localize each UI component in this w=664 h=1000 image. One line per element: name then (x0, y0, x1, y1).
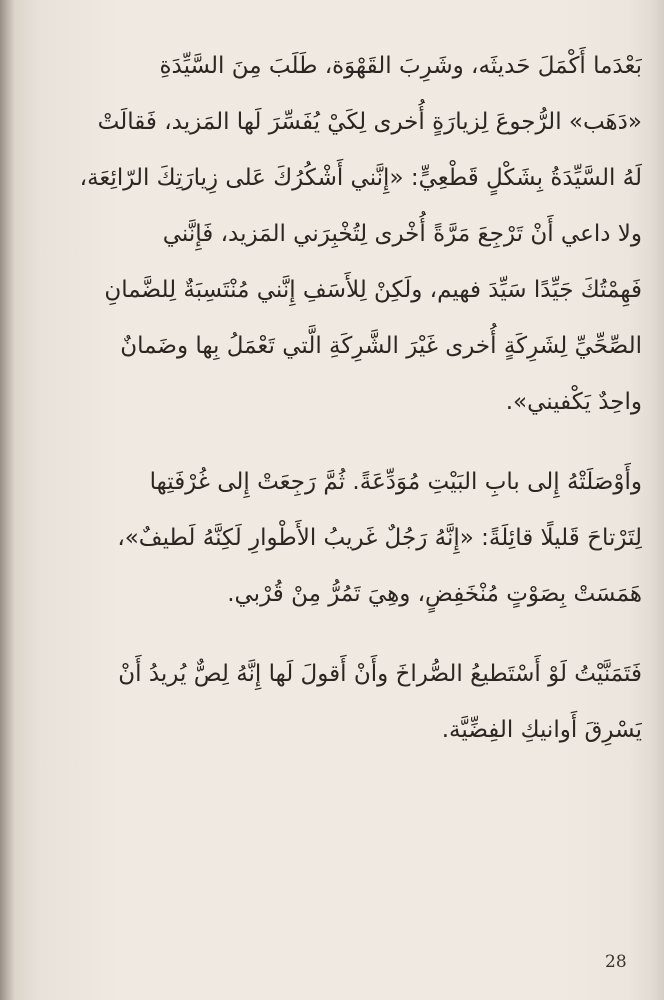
text-line: ولا داعي أَنْ تَرْجِعَ مَرَّةً أُخْرى لِتُخْبِرَني المَزيد، فَإِنَّني (162, 221, 642, 247)
paragraph-1 (26, 38, 642, 430)
page-body-text (26, 38, 642, 758)
paragraph-3 (26, 646, 642, 758)
text-line: يَسْرِقَ أَوانيكِ الفِضِّيَّة. (441, 717, 642, 743)
text-line: لَهُ السَّيِّدَةُ بِشَكْلٍ قَطْعِيٍّ: «إِنَّني أَشْكُرُكَ عَلى زِيارَتِكَ الرّائِعَة، (79, 165, 642, 191)
text-line: «دَهَب» الرُّجوعَ لِزيارَةٍ أُخرى لِكَيْ يُفَسِّرَ لَها المَزيد، فَقالَتْ (97, 109, 642, 135)
text-line: الصِّحِّيِّ لِشَرِكَةٍ أُخرى غَيْرَ الشَّرِكَةِ الَّتي تَعْمَلُ بِها وضَمانٌ (120, 333, 642, 359)
text-line: فَتَمَنَّيْتُ لَوْ أَسْتَطيعُ الصُّراخَ وأَنْ أَقولَ لَها إِنَّهُ لِصٌّ يُريدُ أَنْ (118, 661, 642, 687)
paragraph-spacer (26, 430, 642, 454)
text-line: وأَوْصَلَتْهُ إِلى بابِ البَيْتِ مُوَدِّعَةً. ثُمَّ رَجِعَتْ إِلى غُرْفَتِها (149, 469, 642, 495)
paragraph-spacer (26, 622, 642, 646)
text-line: لِتَرْتاحَ قَليلًا قائِلَةً: «إِنَّهُ رَجُلٌ غَريبُ الأَطْوارِ لَكِنَّهُ لَطيفٌ»، (117, 525, 642, 551)
text-line: فَهِمْتُكَ جَيِّدًا سَيِّدَ فهيم، ولَكِنْ لِلأَسَفِ إِنَّني مُنْتَسِبَةٌ لِلضَّمانِ (104, 277, 642, 303)
paragraph-2 (26, 454, 642, 622)
page-number: 28 (605, 952, 627, 972)
text-line: واحِدٌ يَكْفيني». (505, 389, 642, 415)
text-line: بَعْدَما أَكْمَلَ حَديثَه، وشَرِبَ القَهْوَة، طَلَبَ مِنَ السَّيِّدَةِ (159, 53, 642, 79)
text-line: هَمَسَتْ بِصَوْتٍ مُنْخَفِضٍ، وهِيَ تَمُرُّ مِنْ قُرْبي. (227, 581, 642, 607)
